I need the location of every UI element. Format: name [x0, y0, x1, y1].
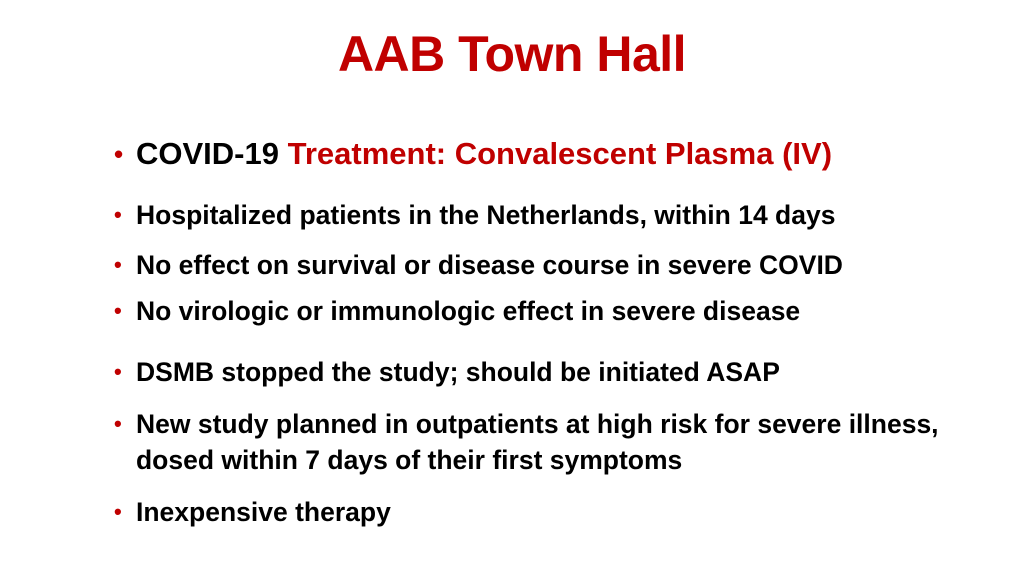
list-item-text: New study planned in outpatients at high risk for severe illness, dosed within 7 days of their first symptoms [136, 409, 939, 475]
bullet-dot: • [114, 359, 122, 384]
bullet-dot: • [114, 252, 122, 277]
bullet-dot: • [114, 139, 124, 169]
list-item-text: No virologic or immunologic effect in severe disease [136, 296, 801, 326]
main-bullet-text [136, 134, 954, 174]
bullet-dot: • [114, 499, 122, 524]
list-item-text: No effect on survival or disease course in severe COVID [136, 250, 843, 280]
slide-title: AAB Town Hall [337, 26, 687, 82]
main-bullet [114, 134, 954, 174]
main-bullet-highlight: Treatment: Convalescent Plasma (IV) [287, 136, 833, 171]
list-item-text: DSMB stopped the study; should be initiated ASAP [136, 357, 780, 387]
list-item [114, 197, 954, 233]
bullet-dot: • [114, 202, 122, 227]
main-bullet-prefix: COVID-19 [136, 136, 279, 171]
list-item-text: Hospitalized patients in the Netherlands, within 14 days [136, 200, 836, 230]
bullet-dot: • [114, 411, 122, 436]
list-item-text: Inexpensive therapy [136, 497, 391, 527]
list-item [114, 247, 954, 283]
bullet-dot: • [114, 298, 122, 323]
list-item [114, 494, 954, 530]
list-item [114, 406, 954, 478]
list-item [114, 293, 954, 329]
list-item [114, 354, 954, 390]
